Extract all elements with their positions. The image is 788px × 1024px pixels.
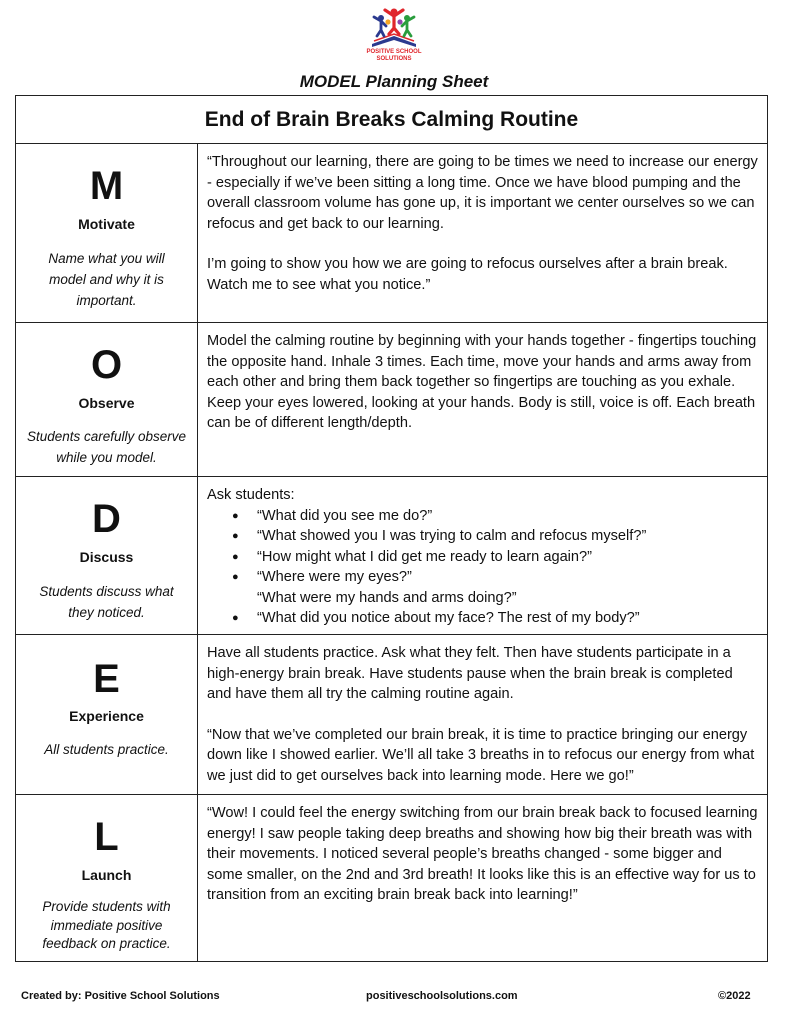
row-label-cell — [16, 635, 198, 794]
row-paragraph: Have all students practice. Ask what they felt. Then have students participate in a high-energy brain break. Have students pause when the brain break is completed and have them all try the calming routine again. — [207, 645, 733, 702]
logo-text-line1: POSITIVE SCHOOL — [366, 49, 422, 55]
row-launch — [16, 795, 767, 961]
row-paragraph: “Throughout our learning, there are going to be times we need to increase our energy - especially if we’ve been sitting a long time. Once we have blood pumping and the overall classroom volume has gone up, it is important we center ourselves so we can refocus and get back to our learning. — [207, 154, 758, 232]
row-word: Observe — [78, 395, 135, 411]
list-item: ● “What did you notice about my face? The rest of my body?” — [207, 608, 759, 629]
row-content-cell — [198, 635, 767, 794]
row-label-cell — [16, 795, 198, 961]
row-word: Motivate — [78, 216, 135, 232]
row-paragraph: Model the calming routine by beginning with your hands together - fingertips touching the opposite hand. Inhale 3 times. Each time, move your hands and arms away from each other and bring them back together so fingertips are touching as you exhale. Keep your eyes lowered, looking at your hands. Body is still, voice is off. Each breath can be of different length/depth. — [207, 333, 757, 431]
row-word: Experience — [69, 708, 144, 724]
row-motivate — [16, 144, 767, 323]
list-item: ● “What showed you I was trying to calm and refocus myself?” — [207, 526, 759, 547]
row-label-cell — [16, 144, 198, 322]
row-description: Name what you will model and why it is important. — [48, 251, 165, 308]
row-letter: M — [89, 164, 124, 208]
row-content-cell — [198, 795, 767, 961]
row-observe — [16, 323, 767, 477]
row-word: Launch — [81, 867, 132, 883]
sheet-title: MODEL Planning Sheet — [299, 72, 489, 91]
table-title: End of Brain Breaks Calming Routine — [16, 96, 767, 144]
row-paragraph: “Wow! I could feel the energy switching from our brain break back to focused learning energy! I saw people taking deep breaths and showing how big their breath was with their movements. I noticed several people’s breaths changed - some bigger and some smaller, on the 2nd and 3rd breath! It looks like this is an effective way for us to transition from an exciting brain break back into learning!” — [207, 805, 758, 903]
row-label-cell — [16, 323, 198, 476]
question-list — [207, 506, 759, 629]
logo — [354, 6, 434, 62]
row-description: All students practice. — [44, 742, 169, 757]
row-description: Students discuss what they noticed. — [39, 584, 174, 620]
footer-copyright: ©2022 — [718, 990, 751, 1002]
row-letter: O — [90, 343, 123, 387]
row-description: Students carefully observe while you model. — [26, 429, 187, 465]
row-letter: E — [93, 657, 120, 701]
list-item: ● “How might what I did get me ready to learn again?” — [207, 547, 759, 568]
ask-intro: Ask students: — [207, 487, 295, 503]
row-content-cell — [198, 323, 767, 476]
list-item: ● “Where were my eyes?” — [207, 567, 759, 588]
footer-created-by: Created by: Positive School Solutions — [21, 990, 220, 1002]
row-description: Provide students with immediate positive feedback on practice. — [42, 899, 171, 951]
row-label-cell — [16, 477, 198, 634]
row-letter: D — [92, 497, 121, 541]
row-word: Discuss — [79, 549, 134, 565]
list-item: ● “What did you see me do?” — [207, 506, 759, 527]
list-item: “What were my hands and arms doing?” — [257, 589, 517, 606]
planning-table — [15, 95, 768, 962]
people-figures-logo-icon — [368, 6, 420, 48]
row-discuss — [16, 477, 767, 635]
footer-website: positiveschoolsolutions.com — [366, 990, 518, 1002]
logo-text-line2: SOLUTIONS — [376, 56, 412, 62]
row-content-cell — [198, 477, 767, 634]
row-paragraph: “Now that we’ve completed our brain break, it is time to practice bringing our energy down like I showed earlier. We’ll all take 3 breaths in to refocus our energy from what we just did to get ourselves back into learning mode. Here we go!” — [207, 726, 755, 784]
row-content-cell — [198, 144, 767, 322]
row-letter: L — [94, 815, 119, 859]
row-experience — [16, 635, 767, 795]
row-paragraph: I’m going to show you how we are going to refocus ourselves after a brain break. Watch me to see what you notice.” — [207, 256, 728, 293]
